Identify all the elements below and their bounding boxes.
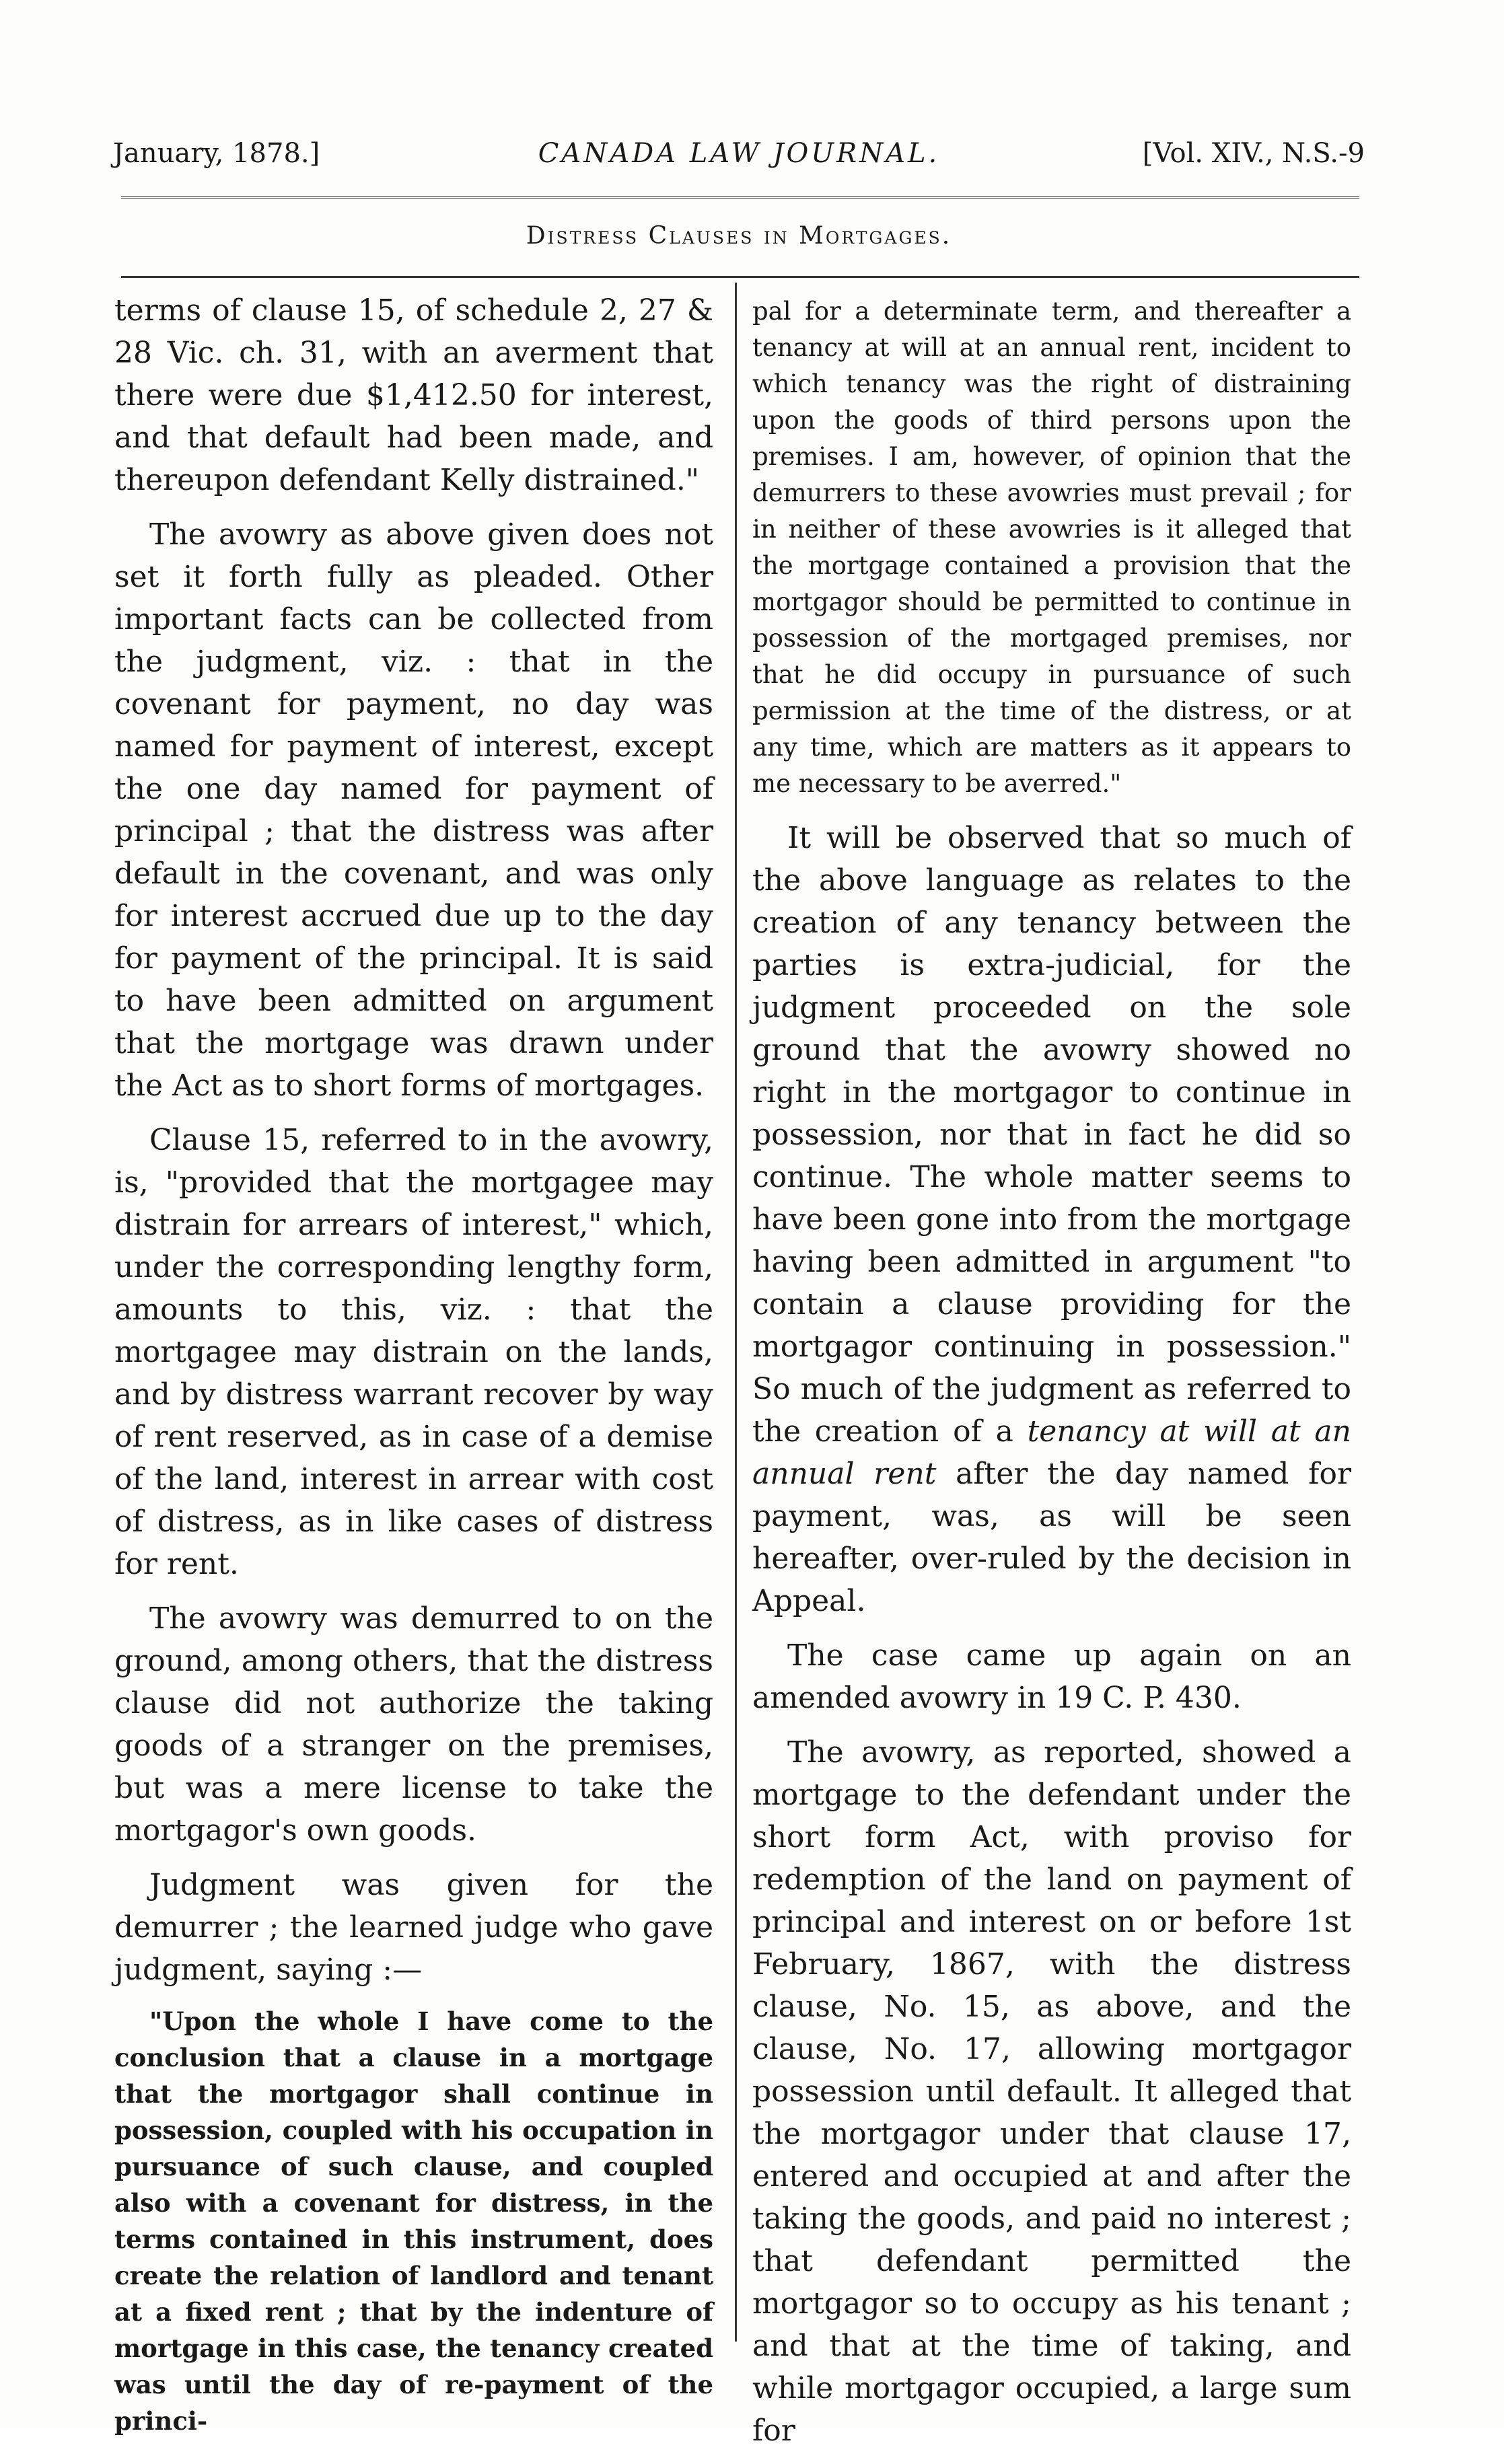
- running-header: [113, 138, 1365, 192]
- right-column: [752, 289, 1351, 2464]
- right-paragraph-1-italic: tenancy at will at an annual rent: [752, 1414, 1351, 1491]
- section-rule: [121, 276, 1359, 278]
- left-column: [114, 289, 713, 2454]
- right-paragraph-1-text-a: It will be observed that so much of the above language as relates to the creation of any tenancy between the parties is extra-judicial, for the judgment proceeded on the sole ground that the avowry showed no right in the mortgagor to continue in possession, nor that in fact he did so continue. The whole matter seems to have been gone into from the mortgage having been admitted in argument "to contain a clause providing for the mortgagor continuing in possession." So much of the judgment as referred to the creation of a: [752, 821, 1351, 1449]
- right-paragraph-2: The case came up again on an amended avowry in 19 C. P. 430.: [752, 1638, 1351, 1715]
- left-paragraph-2: The avowry as above given does not set it forth fully as pleaded. Other important facts can be collected from the judgment, viz. : that in the covenant for payment, no day was named for payment of interest, except the one day named for payment of principal ; that the distress was after default in the covenant, and was only for interest accrued due up to the day for payment of the principal. It is said to have been admitted on argument that the mortgage was drawn under the Act as to short forms of mortgages.: [114, 517, 713, 1103]
- header-date: January, 1878.]: [113, 138, 320, 169]
- left-paragraph-3: Clause 15, referred to in the avowry, is, "provided that the mortgagee may distrain for arrears of interest," which, under the corresponding lengthy form, amounts to this, viz. : that the mortgagee may distrain on the lands, and by distress warrant recover by way of rent reserved, as in case of a demise of the land, interest in arrear with cost of distress, as in like cases of distress for rent.: [114, 1123, 713, 1581]
- header-volume: [Vol. XIV., N.S.-9: [1142, 138, 1365, 169]
- header-rule: [121, 196, 1359, 198]
- column-divider: [735, 283, 737, 2342]
- section-title: Distress Clauses in Mortgages.: [526, 222, 952, 250]
- right-paragraph-1: [752, 817, 1351, 1622]
- left-paragraph-4: The avowry was demurred to on the ground, among others, that the distress clause did not authorize the taking goods of a stranger on the premises, but was a mere license to take the mortgagor's own goods.: [114, 1601, 713, 1848]
- left-paragraph-1: terms of clause 15, of schedule 2, 27 & 28 Vic. ch. 31, with an averment that there were due $1,412.50 for interest, and that default had been made, and thereupon defendant Kelly distrained.": [114, 293, 713, 497]
- left-paragraph-5: Judgment was given for the demurrer ; the learned judge who gave judgment, saying :—: [114, 1868, 713, 1987]
- right-judgment-quote: pal for a determinate term, and thereafter a tenancy at will at an annual rent, incident to which tenancy was the right of distraining upon the goods of third persons upon the premises. I am, however, of opinion that the demurrers to these avowries must prevail ; for in neither of these avowries is it alleged that the mortgage contained a provision that the mortgagor should be permitted to continue in possession of the mortgaged premises, nor that he did occupy in pursuance of such permission at the time of the distress, or at any time, which are matters as it appears to me necessary to be averred.": [752, 297, 1351, 798]
- right-paragraph-1-text-b: after the day named for payment, was, as will be seen hereafter, over-ruled by the decision in Appeal.: [752, 1457, 1351, 1618]
- header-journal-title: CANADA LAW JOURNAL.: [538, 138, 940, 169]
- right-paragraph-3: The avowry, as reported, showed a mortgage to the defendant under the short form Act, with proviso for redemption of the land on payment of principal and interest on or before 1st February, 1867, with the distress clause, No. 15, as above, and the clause, No. 17, allowing mortgagor possession until default. It alleged that the mortgagor under that clause 17, entered and occupied at and after the taking the goods, and paid no interest ; that defendant permitted the mortgagor so to occupy as his tenant ; and that at the time of taking, and while mortgagor occupied, a large sum for: [752, 1735, 1351, 2448]
- left-judgment-quote: "Upon the whole I have come to the conclusion that a clause in a mortgage that the mortgagor shall continue in possession, coupled with his occupation in pursuance of such clause, and coupled also with a covenant for distress, in the terms contained in this instrument, does create the relation of landlord and tenant at a fixed rent ; that by the indenture of mortgage in this case, the tenancy created was until the day of re-payment of the princi-: [114, 2006, 713, 2436]
